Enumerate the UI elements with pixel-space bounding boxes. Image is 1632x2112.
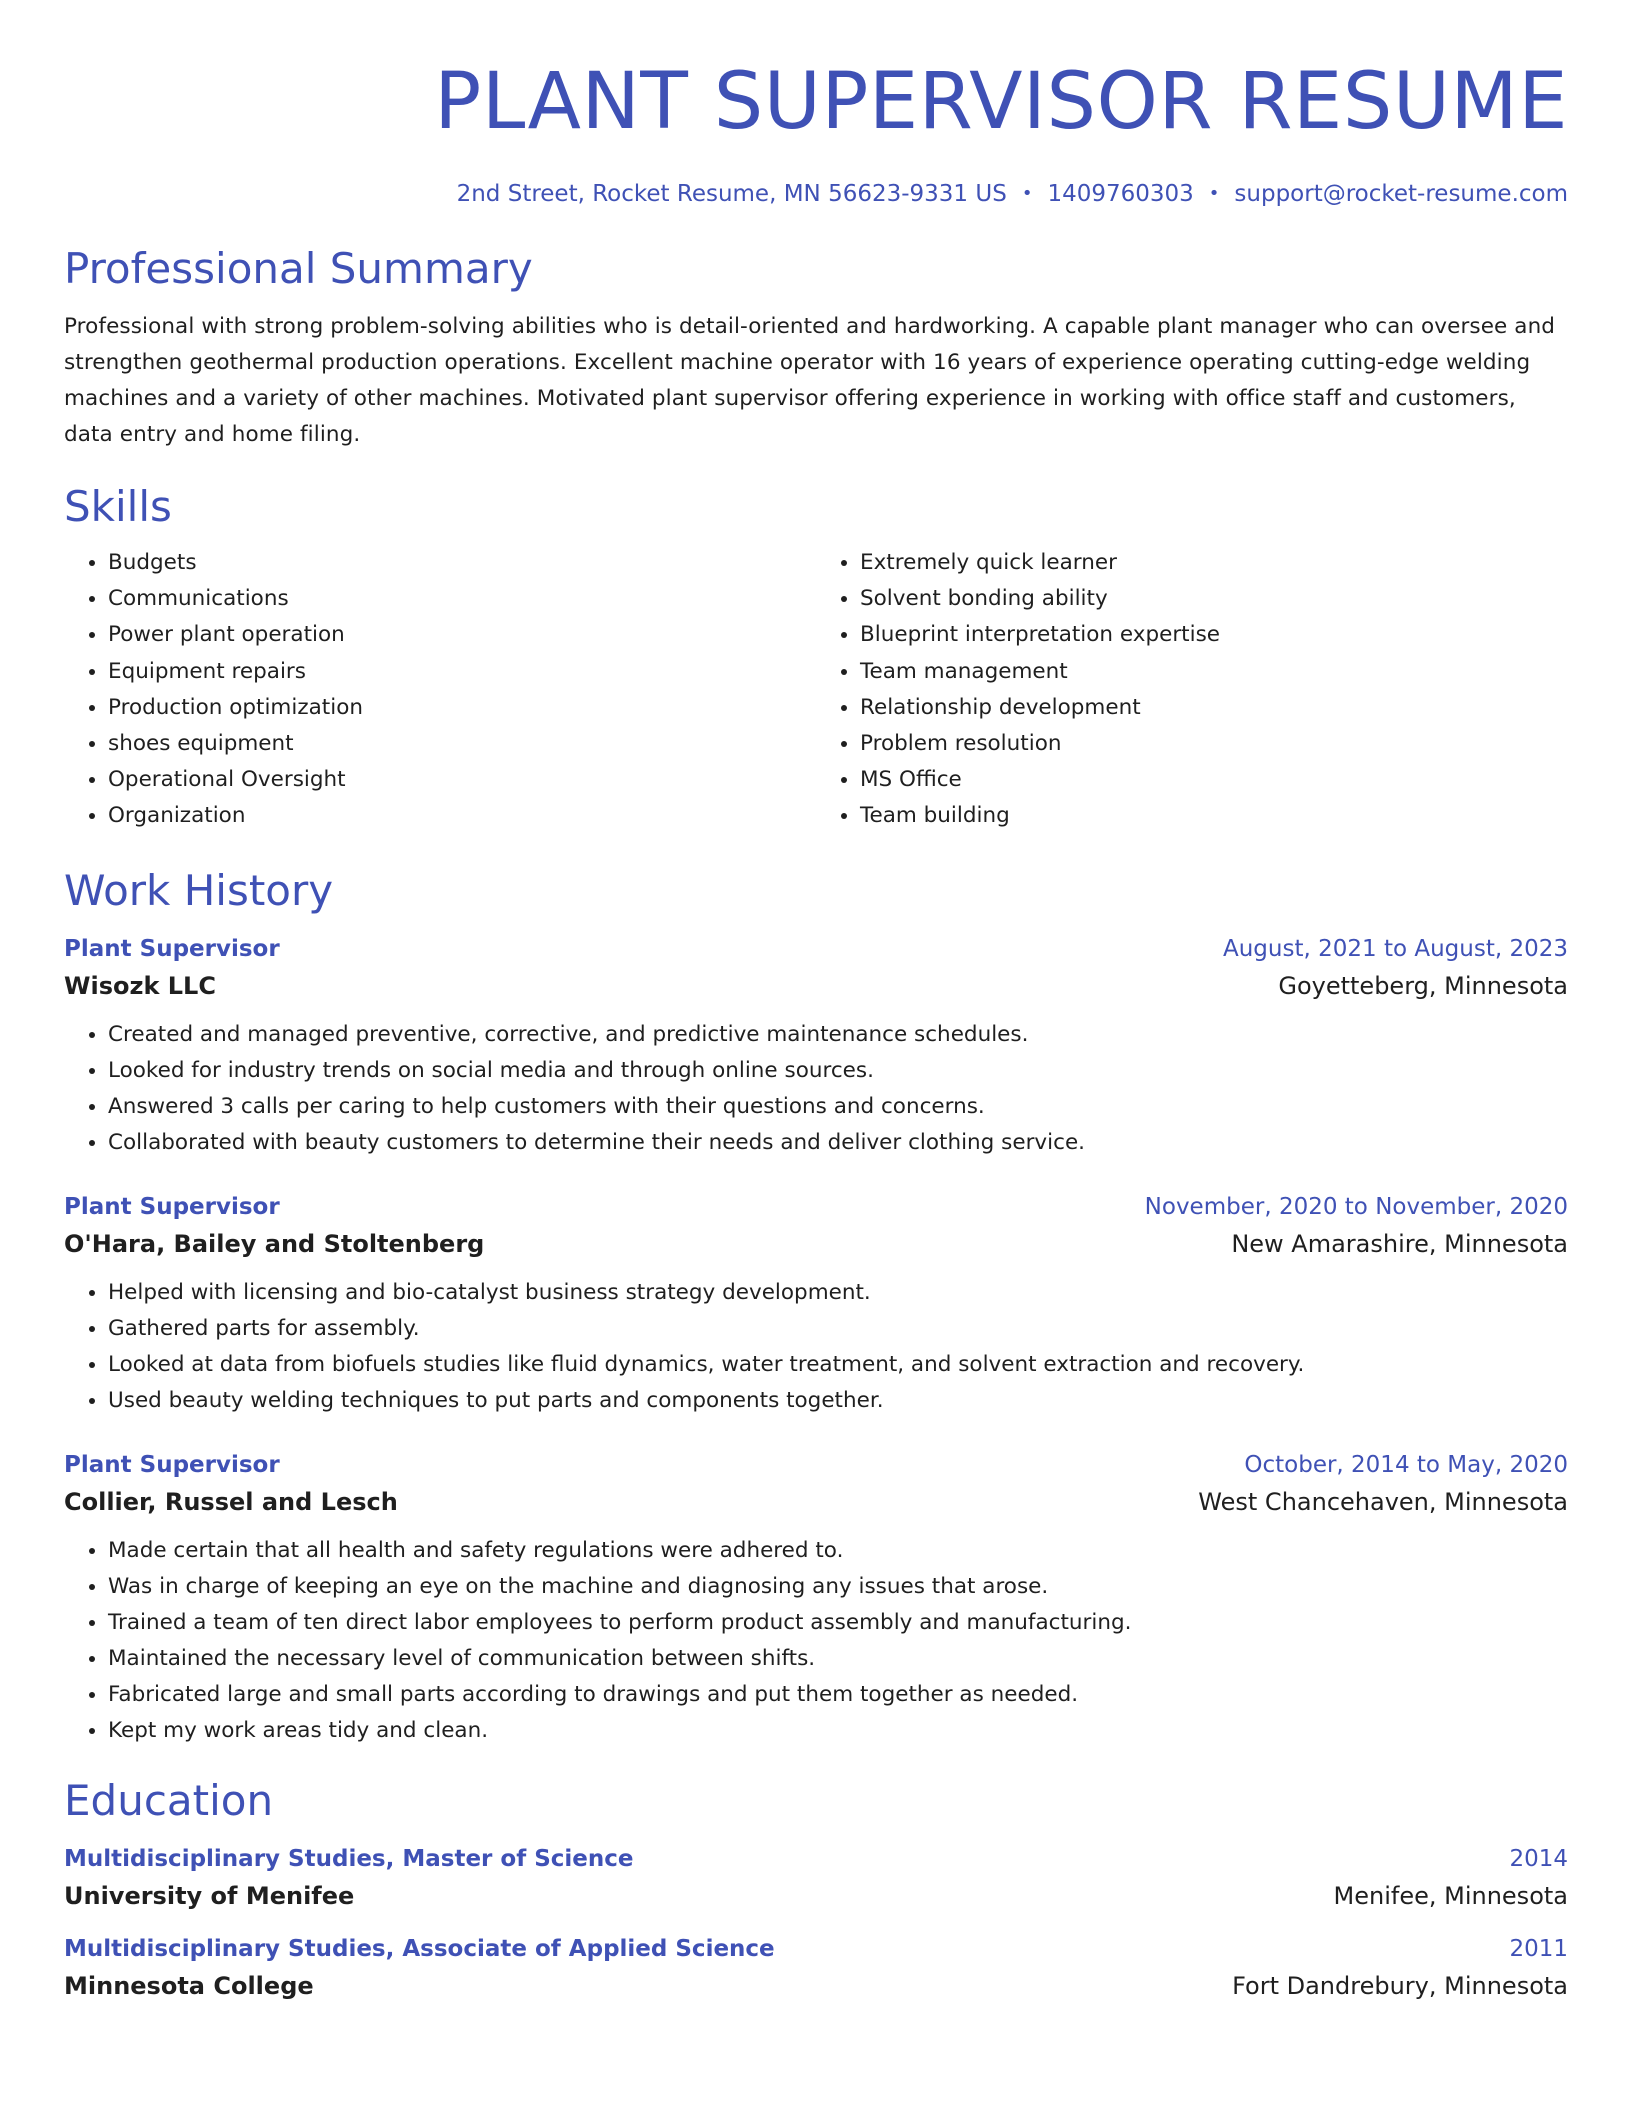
school-name: Minnesota College bbox=[64, 1971, 314, 2000]
company-name: O'Hara, Bailey and Stoltenberg bbox=[64, 1229, 485, 1258]
skill-item: • shoes equipment bbox=[108, 726, 816, 762]
job-bullet: • Gathered parts for assembly. bbox=[108, 1311, 1568, 1347]
skill-item: • Production optimization bbox=[108, 690, 816, 726]
degree: Multidisciplinary Studies, Associate of Applied Science bbox=[64, 1935, 775, 1962]
school-location: Fort Dandrebury, Minnesota bbox=[1232, 1971, 1568, 2000]
school-name: University of Menifee bbox=[64, 1881, 355, 1910]
skills-grid bbox=[64, 545, 1568, 835]
work-history-section bbox=[64, 865, 1568, 1749]
section-title-education: Education bbox=[64, 1775, 274, 1825]
skill-item: • Solvent bonding ability bbox=[860, 581, 1568, 617]
skill-item: • Equipment repairs bbox=[108, 654, 816, 690]
resume-title: PLANT SUPERVISOR RESUME bbox=[434, 57, 1568, 147]
summary-section bbox=[64, 243, 1568, 453]
company-name: Wisozk LLC bbox=[64, 971, 216, 1000]
job-company-row bbox=[64, 1483, 1568, 1521]
job-title: Plant Supervisor bbox=[64, 1451, 280, 1478]
job-bullets bbox=[64, 1533, 1568, 1749]
job-bullet: • Created and managed preventive, corrective, and predictive maintenance schedules. bbox=[108, 1017, 1568, 1053]
job-company-row bbox=[64, 967, 1568, 1005]
job-title: Plant Supervisor bbox=[64, 935, 280, 962]
job-bullet: • Helped with licensing and bio-catalyst business strategy development. bbox=[108, 1275, 1568, 1311]
job-bullet: • Looked at data from biofuels studies like fluid dynamics, water treatment, and solvent extraction and recovery. bbox=[108, 1347, 1568, 1383]
contact-line bbox=[64, 178, 1568, 210]
job-bullet: • Maintained the necessary level of communication between shifts. bbox=[108, 1641, 1568, 1677]
summary-text: Professional with strong problem-solving abilities who is detail-oriented and hardworking. A capable plant manager who can oversee and strengthen geothermal production operations. Excellent machine operator with 16 years of experience operating cutting-edge welding machines and a variety of other machines. Motivated plant supervisor offering experience in working with office staff and customers, data entry and home filing. bbox=[64, 314, 1556, 447]
skill-item: • Extremely quick learner bbox=[860, 545, 1568, 581]
skill-item: • Budgets bbox=[108, 545, 816, 581]
education-entry bbox=[64, 1841, 1568, 1915]
degree: Multidisciplinary Studies, Master of Science bbox=[64, 1845, 634, 1872]
job-company-row bbox=[64, 1225, 1568, 1263]
job-bullet: • Trained a team of ten direct labor employees to perform product assembly and manufacturing. bbox=[108, 1605, 1568, 1641]
education-school-row bbox=[64, 1877, 1568, 1915]
graduation-year: 2011 bbox=[1509, 1935, 1568, 1962]
job-bullet: • Was in charge of keeping an eye on the machine and diagnosing any issues that arose. bbox=[108, 1569, 1568, 1605]
skill-item: • Blueprint interpretation expertise bbox=[860, 617, 1568, 653]
job-entry bbox=[64, 1189, 1568, 1419]
skill-item: • Operational Oversight bbox=[108, 762, 816, 798]
job-dates: August, 2021 to August, 2023 bbox=[1223, 935, 1568, 962]
education-entry bbox=[64, 1931, 1568, 2005]
company-name: Collier, Russel and Lesch bbox=[64, 1487, 398, 1516]
section-title-summary: Professional Summary bbox=[64, 244, 533, 293]
education-school-row bbox=[64, 1967, 1568, 2005]
job-title: Plant Supervisor bbox=[64, 1193, 280, 1220]
job-bullet: • Collaborated with beauty customers to determine their needs and deliver clothing service. bbox=[108, 1125, 1568, 1161]
graduation-year: 2014 bbox=[1509, 1845, 1568, 1872]
job-header-row bbox=[64, 931, 1568, 967]
skill-item: • Communications bbox=[108, 581, 816, 617]
skill-item: • Team building bbox=[860, 798, 1568, 834]
job-entry bbox=[64, 931, 1568, 1161]
job-header-row bbox=[64, 1189, 1568, 1225]
skills-column-right bbox=[816, 545, 1568, 835]
phone: 1409760303 bbox=[1047, 181, 1194, 207]
job-dates: November, 2020 to November, 2020 bbox=[1144, 1193, 1568, 1220]
separator-dot: • bbox=[1021, 183, 1033, 204]
job-bullet: • Kept my work areas tidy and clean. bbox=[108, 1713, 1568, 1749]
skills-column-left bbox=[64, 545, 816, 835]
job-dates: October, 2014 to May, 2020 bbox=[1244, 1451, 1568, 1478]
job-bullets bbox=[64, 1275, 1568, 1419]
skill-item: • Power plant operation bbox=[108, 617, 816, 653]
address: 2nd Street, Rocket Resume, MN 56623-9331 US bbox=[456, 181, 1007, 207]
email-link[interactable]: support@rocket-resume.com bbox=[1234, 181, 1568, 207]
education-header-row bbox=[64, 1841, 1568, 1877]
job-location: West Chancehaven, Minnesota bbox=[1198, 1487, 1568, 1516]
job-location: New Amarashire, Minnesota bbox=[1231, 1229, 1568, 1258]
school-location: Menifee, Minnesota bbox=[1333, 1881, 1568, 1910]
job-location: Goyetteberg, Minnesota bbox=[1278, 971, 1568, 1000]
education-section bbox=[64, 1775, 1568, 2005]
section-title-work-history: Work History bbox=[64, 865, 334, 915]
section-title-skills: Skills bbox=[64, 482, 172, 531]
job-bullet: • Made certain that all health and safety regulations were adhered to. bbox=[108, 1533, 1568, 1569]
education-header-row bbox=[64, 1931, 1568, 1967]
job-header-row bbox=[64, 1447, 1568, 1483]
skill-item: • Relationship development bbox=[860, 690, 1568, 726]
job-entry bbox=[64, 1447, 1568, 1749]
skill-item: • Problem resolution bbox=[860, 726, 1568, 762]
job-bullets bbox=[64, 1017, 1568, 1161]
job-bullet: • Answered 3 calls per caring to help customers with their questions and concerns. bbox=[108, 1089, 1568, 1125]
skill-item: • MS Office bbox=[860, 762, 1568, 798]
skill-item: • Organization bbox=[108, 798, 816, 834]
job-bullet: • Fabricated large and small parts according to drawings and put them together as needed. bbox=[108, 1677, 1568, 1713]
skill-item: • Team management bbox=[860, 654, 1568, 690]
job-bullet: • Looked for industry trends on social media and through online sources. bbox=[108, 1053, 1568, 1089]
job-bullet: • Used beauty welding techniques to put parts and components together. bbox=[108, 1383, 1568, 1419]
resume-header bbox=[64, 54, 1568, 210]
separator-dot: • bbox=[1208, 183, 1220, 204]
skills-section bbox=[64, 481, 1568, 835]
